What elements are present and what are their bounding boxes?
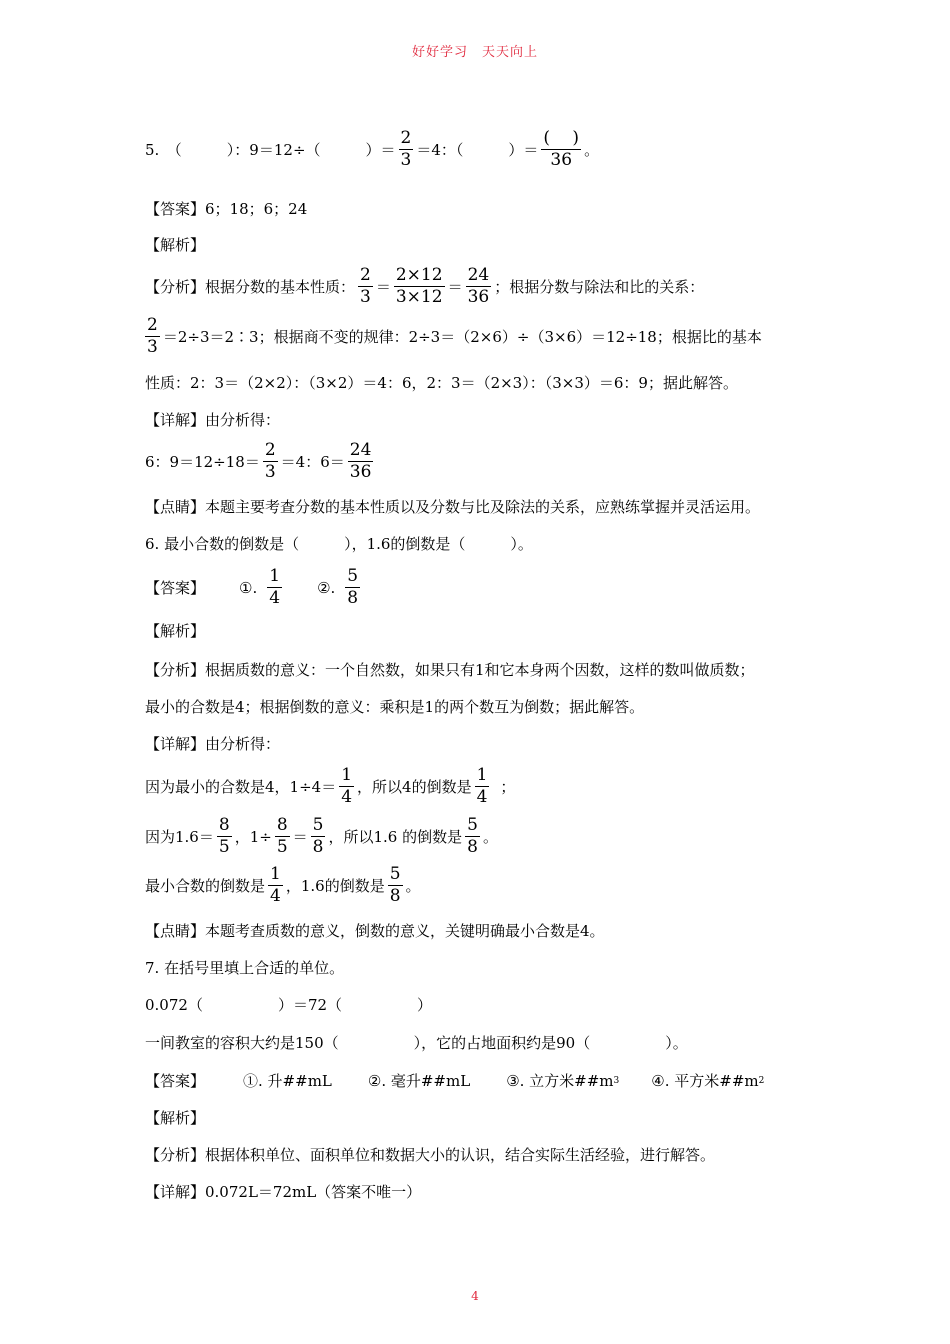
q6-analysis-1: 【分析】根据质数的意义：一个自然数，如果只有1和它本身两个因数，这样的数叫做质数；: [145, 661, 755, 679]
q5-question: 5. （ ）：9＝12÷（ ）＝ $\frac{2}{3}$ ＝4：（ ）＝ $\frac{( )}{36}$ 。: [145, 128, 600, 170]
q6-detail: 【详解】由分析得：: [145, 735, 281, 753]
q6-detail-line1: 因为最小的合数是4，1÷4＝ $\frac{1}{4}$ ，所以4的倒数是 $\frac{1}{4}$ ；: [145, 765, 516, 807]
q5-text-b: ＝4：（ ）＝: [416, 140, 539, 159]
fraction: $\frac{5}{8}$: [347, 566, 359, 608]
fraction: $\frac{1}{4}$: [476, 765, 488, 807]
fraction: $\frac{2\times 12}{3\times 12}$: [395, 265, 443, 307]
q7-question: 7. 在括号里填上合适的单位。: [145, 959, 345, 977]
q5-analysis-line2: $\frac{2}{3}$ ＝2÷3＝2∶3；根据商不变的规律：2÷3＝（2×6）÷（3×6）＝12÷18；根据比的基本: [147, 315, 762, 357]
q6-detail-line2: 因为1.6＝ $\frac{8}{5}$ ，1÷ $\frac{8}{5}$ ＝ $\frac{5}{8}$ ，所以1.6 的倒数是 $\frac{5}{8}$ 。: [145, 815, 498, 857]
page-number: 4: [471, 1289, 479, 1303]
q7-detail: 【详解】0.072L＝72mL（答案不唯一）: [145, 1183, 422, 1201]
page-header: 好好学习 天天向上: [411, 45, 538, 60]
q6-question: 6. 最小合数的倒数是（ ），1.6的倒数是（ ）。: [145, 535, 533, 553]
fraction: $\frac{1}{4}$: [270, 864, 281, 906]
fraction: $\frac{8}{5}$: [218, 815, 230, 857]
q5-detail: 【详解】由分析得：: [145, 411, 281, 429]
q5-text-a: 5. （ ）：9＝12÷（ ）＝: [145, 140, 396, 159]
fraction: $\frac{5}{8}$: [312, 815, 324, 857]
fraction: $\frac{2}{3}$: [147, 315, 158, 357]
q7-line2: 一间教室的容积大约是150（ ），它的占地面积约是90（ ）。: [145, 1034, 688, 1052]
q7-analysis: 【分析】根据体积单位、面积单位和数据大小的认识，结合实际生活经验，进行解答。: [145, 1146, 716, 1164]
q6-dianjing: 【点睛】本题考查质数的意义，倒数的意义，关键明确最小合数是4。: [145, 922, 605, 940]
fraction: $\frac{5}{8}$: [389, 864, 401, 906]
q7-line1: 0.072（ ）＝72（ ）: [145, 996, 433, 1014]
q5-jiexi: 【解析】: [145, 236, 206, 254]
fraction: $\frac{24}{36}$: [349, 440, 372, 482]
fraction: $\frac{8}{5}$: [276, 815, 288, 857]
fraction: $\frac{2}{3}$: [400, 128, 412, 170]
q5-analysis-line3: 性质：2：3＝（2×2）：（3×2）＝4：6，2：3＝（2×3）：（3×3）＝6：9；据此解答。: [145, 374, 738, 392]
fraction-blank: $\frac{( )}{36}$: [543, 128, 580, 170]
q5-answer: 【答案】6；18；6；24: [145, 200, 308, 218]
q7-answer: 【答案】 ①. 升##mL ②. 毫升##mL ③. 立方米$\#\#m^3$ ④. 平方米$\#\#m^2$: [145, 1072, 765, 1090]
fraction: $\frac{24}{36}$: [467, 265, 490, 307]
q6-answer: 【答案】 ①. $\frac{1}{4}$ ②. $\frac{5}{8}$: [145, 566, 359, 608]
q6-detail-line3: 最小合数的倒数是 $\frac{1}{4}$ ，1.6的倒数是 $\frac{5}{8}$ 。: [145, 864, 421, 906]
q5-detail-line: 6：9＝12÷18＝ $\frac{2}{3}$ ＝4：6＝ $\frac{24}{36}$: [145, 440, 372, 482]
fraction: $\frac{5}{8}$: [467, 815, 478, 857]
fraction: $\frac{2}{3}$: [360, 265, 371, 307]
fraction: $\frac{1}{4}$: [269, 566, 281, 608]
q6-analysis-2: 最小的合数是4；根据倒数的意义：乘积是1的两个数互为倒数；据此解答。: [145, 698, 645, 716]
fraction: $\frac{1}{4}$: [341, 765, 353, 807]
fraction: $\frac{2}{3}$: [264, 440, 276, 482]
q6-jiexi: 【解析】: [145, 622, 206, 640]
q5-dianjing: 【点睛】本题主要考查分数的基本性质以及分数与比及除法的关系，应熟练掌握并灵活运用。: [145, 498, 761, 516]
q7-jiexi: 【解析】: [145, 1109, 206, 1127]
q5-analysis-line1: 【分析】根据分数的基本性质： $\frac{2}{3}$ ＝ $\frac{2\times 12}{3\times 12}$ ＝ $\frac{24}{36}$ ；根据分数与除法和比的关系：: [145, 265, 705, 307]
